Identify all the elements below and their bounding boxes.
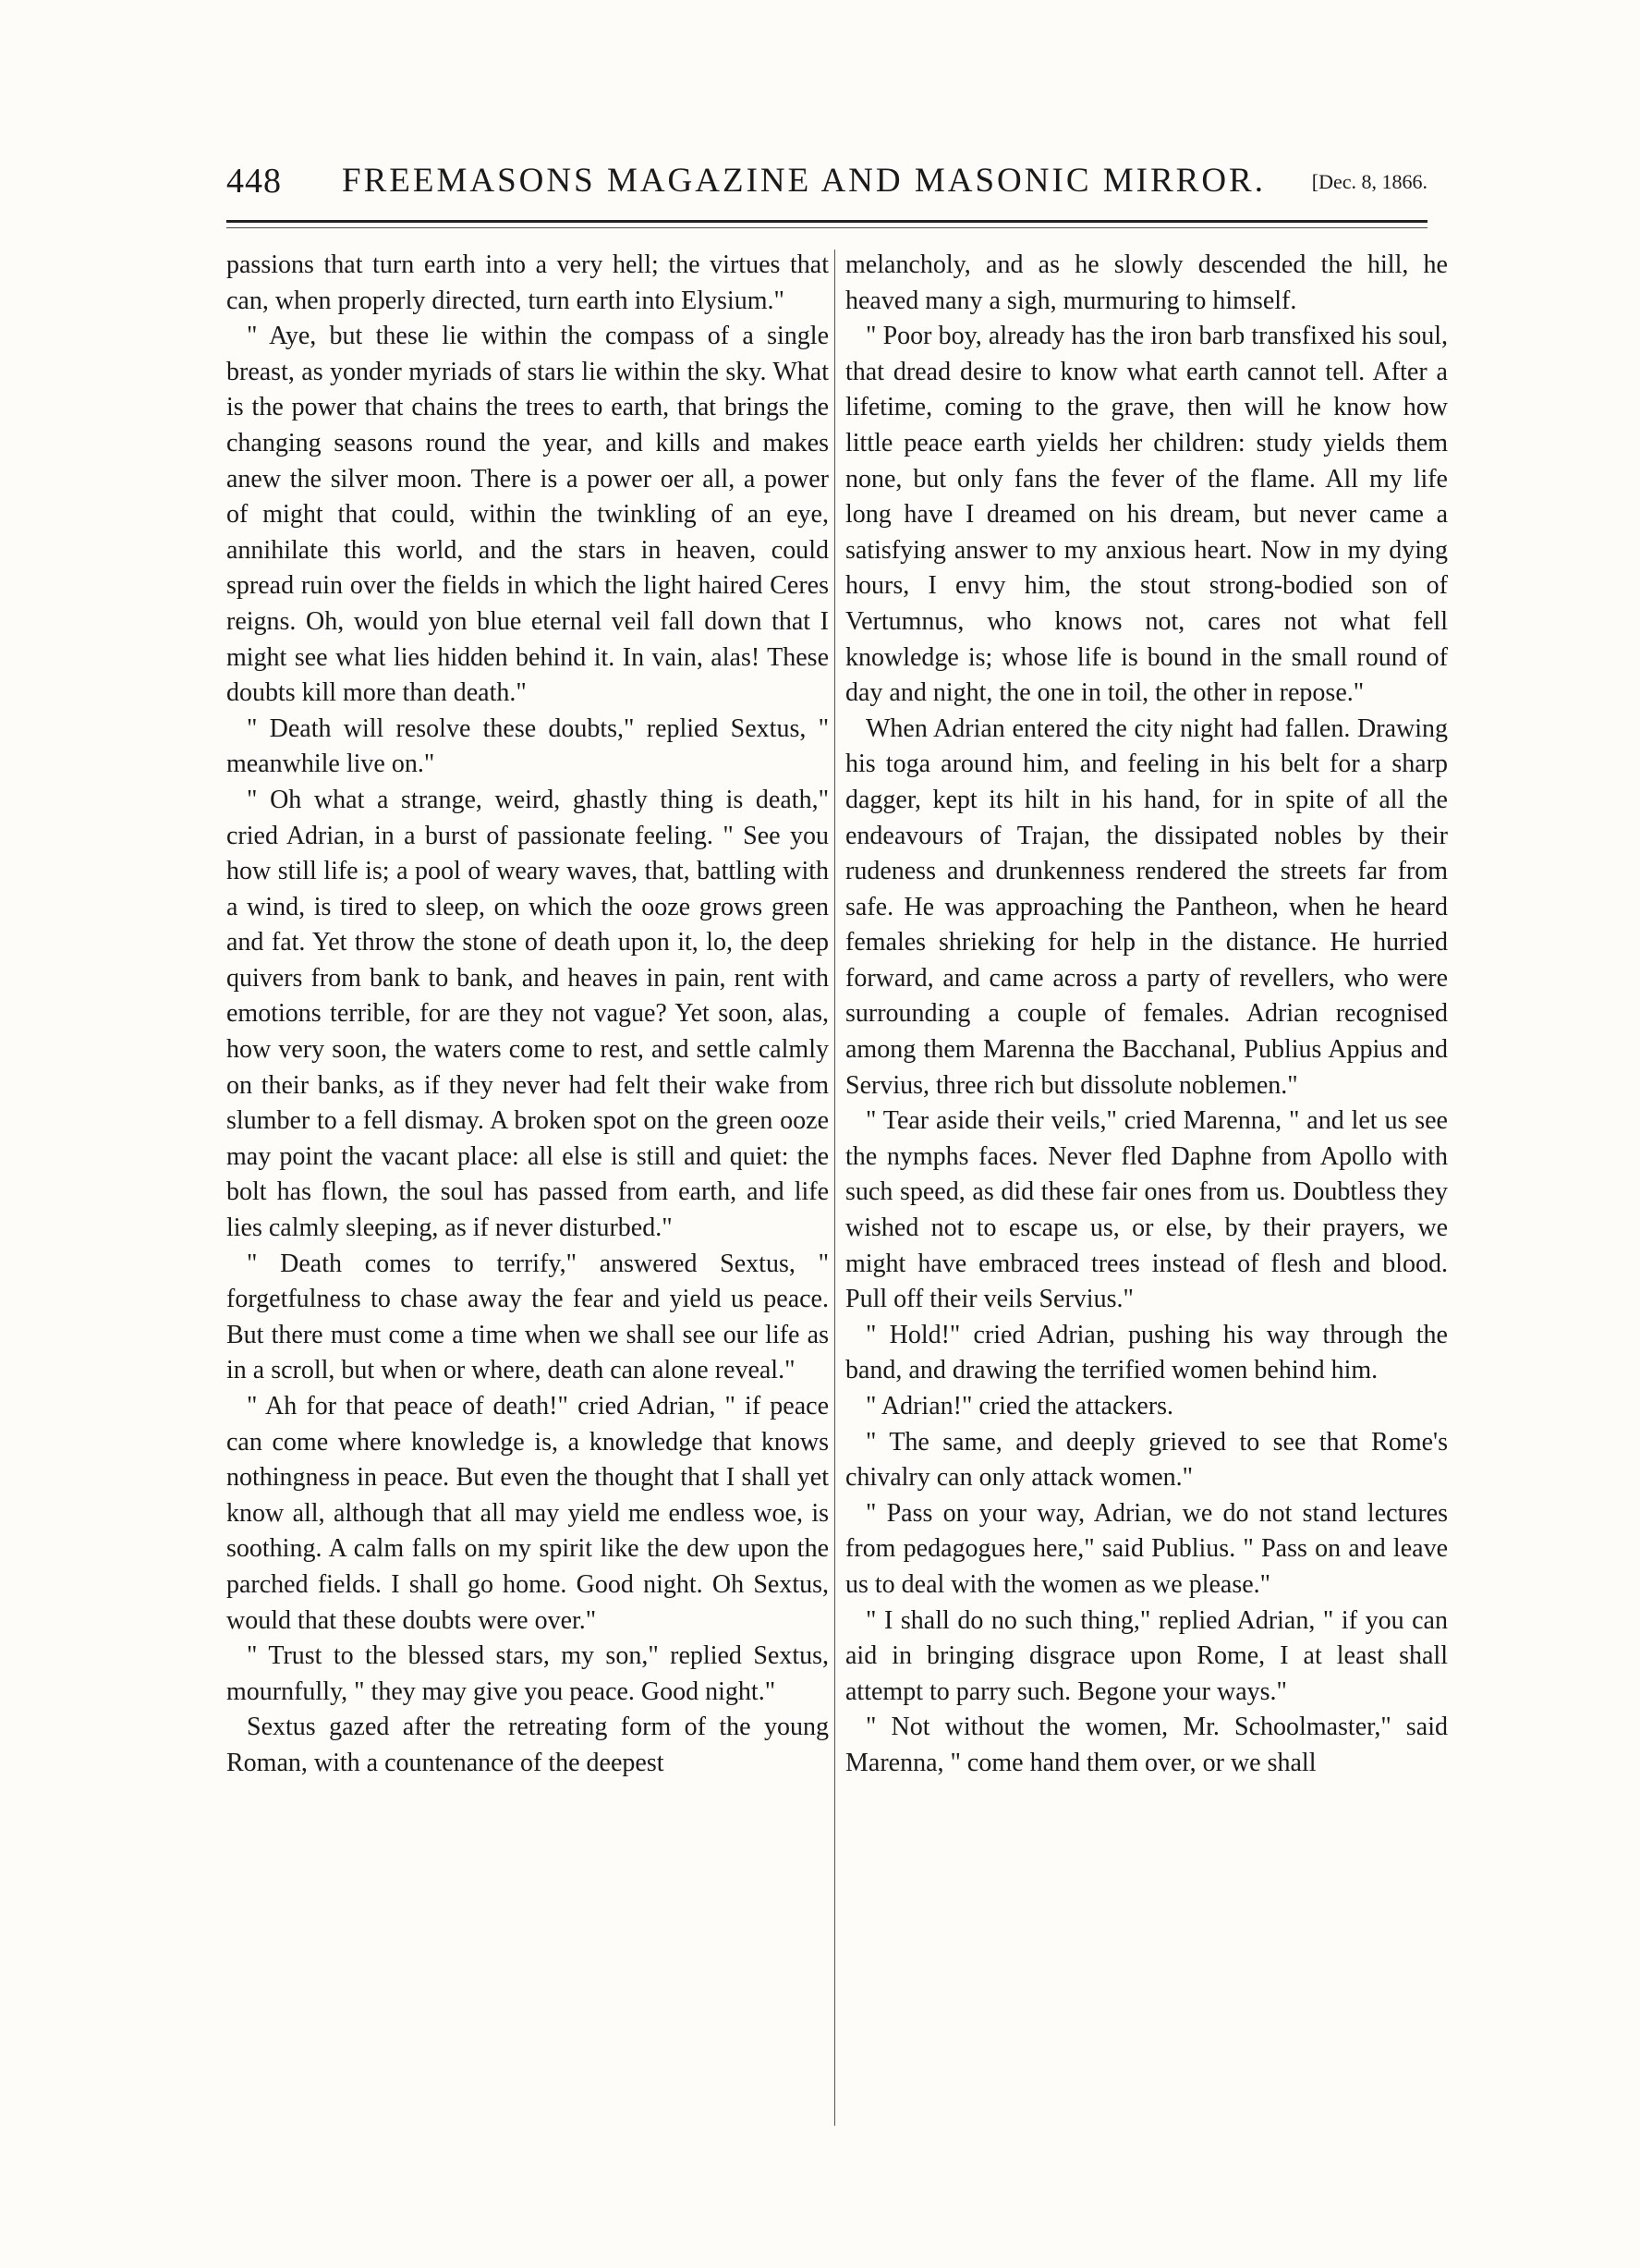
paragraph: " Aye, but these lie within the compass of a single breast, as yonder myriads of stars lie within the sky. What is the power that chains the trees to earth, that brings the changing seasons round the year, and kills and makes anew the silver moon. There is a power oer all, a power of might that could, within the twinkling of an eye, annihilate this world, and the stars in heaven, could spread ruin over the fields in which the light haired Ceres reigns. Oh, would yon blue eternal veil fall down that I might see what lies hidden behind it. In vain, alas! These doubts kill more than death." <box>226 322 829 708</box>
paragraph: " Pass on your way, Adrian, we do not stand lectures from pedagogues here," said Publius. " Pass on and leave us to deal with the women as we please." <box>845 1498 1448 1599</box>
issue-date: [Dec. 8, 1866. <box>1311 170 1427 193</box>
paragraph: " Ah for that peace of death!" cried Adrian, " if peace can come where knowledge is, a knowledge that knows nothingness in peace. But even the thought that I shall yet know all, although that all may yield me endless woe, is soothing. A calm falls on my spirit like the dew upon the parched fields. I shall go home. Good night. Oh Sextus, would that these doubts were over." <box>226 1392 829 1635</box>
paragraph: " Tear aside their veils," cried Marenna, " and let us see the nymphs faces. Never fled Daphne from Apollo with such speed, as did these fair ones from us. Doubtless they wished not to escape us, or else, by their prayers, we might have embraced trees instead of flesh and blood. Pull off their veils Servius." <box>845 1106 1448 1314</box>
paragraph: " Adrian!" cried the attackers. <box>866 1392 1174 1421</box>
paragraph: " Death will resolve these doubts," replied Sextus, " meanwhile live on." <box>226 713 829 779</box>
left-column <box>226 248 829 2133</box>
header-rule-thin <box>226 227 1427 228</box>
paragraph: " Hold!" cried Adrian, pushing his way through the band, and drawing the terrified women behind him. <box>845 1320 1448 1385</box>
paragraph: Sextus gazed after the retreating form of the young Roman, with a countenance of the deepest <box>226 1713 829 1777</box>
right-column <box>845 248 1448 2133</box>
paragraph: " I shall do no such thing," replied Adrian, " if you can aid in bringing disgrace upon Rome, I at least shall attempt to parry such. Begone your ways." <box>845 1605 1448 1706</box>
paragraph: " Poor boy, already has the iron barb transfixed his soul, that dread desire to know what earth cannot tell. After a lifetime, coming to the grave, then will he know how little peace earth yields her children: study yields them none, but only fans the fever of the flame. All my life long have I dreamed on his dream, but never came a satisfying answer to my anxious heart. Now in my dying hours, I envy him, the stout strong-bodied son of Vertumnus, who knows not, cares not what fell knowledge is; whose life is bound in the small round of day and night, the one in toil, the other in repose." <box>845 322 1448 708</box>
masthead-title: FREEMASONS MAGAZINE AND MASONIC MIRROR. <box>342 162 1266 200</box>
header-rule <box>226 220 1427 223</box>
paragraph: When Adrian entered the city night had fallen. Drawing his toga around him, and feeling in his belt for a sharp dagger, kept its hilt in his hand, for in spite of all the endeavours of Trajan, the dissipated nobles by their rudeness and drunkenness rendered the streets far from safe. He was approaching the Pantheon, when he heard females shrieking for help in the distance. He hurried forward, and came across a party of revellers, who were surrounding a couple of females. Adrian recognised among them Marenna the Bacchanal, Publius Appius and Servius, three rich but dissolute noblemen." <box>845 713 1448 1100</box>
paragraph: melancholy, and as he slowly descended the hill, he heaved many a sigh, murmuring to himself. <box>845 250 1448 315</box>
page-number: 448 <box>226 162 282 201</box>
paragraph: " Death comes to terrify," answered Sextus, " forgetfulness to chase away the fear and yield us peace. But there must come a time when we shall see our life as in a scroll, but when or where, death can alone reveal." <box>226 1249 829 1385</box>
page-header <box>226 157 1427 213</box>
paragraph: " Not without the women, Mr. Schoolmaster," said Marenna, " come hand them over, or we shall <box>845 1713 1448 1777</box>
paragraph: passions that turn earth into a very hell; the virtues that can, when properly directed, turn earth into Elysium." <box>226 250 829 315</box>
paragraph: " Trust to the blessed stars, my son," replied Sextus, mournfully, " they may give you peace. Good night." <box>226 1641 829 1706</box>
paragraph: " The same, and deeply grieved to see that Rome's chivalry can only attack women." <box>845 1427 1448 1493</box>
column-divider <box>834 250 835 2126</box>
paragraph: " Oh what a strange, weird, ghastly thing is death," cried Adrian, in a burst of passionate feeling. " See you how still life is; a pool of weary waves, that, battling with a wind, is tired to sleep, on which the ooze grows green and fat. Yet throw the stone of death upon it, lo, the deep quivers from bank to bank, and heaves in pain, rent with emotions terrible, for are they not vague? Yet soon, alas, how very soon, the waters come to rest, and settle calmly on their banks, as if they never had felt their wake from slumber to a fell dismay. A broken spot on the green ooze may point the vacant place: all else is still and quiet: the bolt has flown, the soul has passed from earth, and life lies calmly sleeping, as if never disturbed." <box>226 785 829 1243</box>
